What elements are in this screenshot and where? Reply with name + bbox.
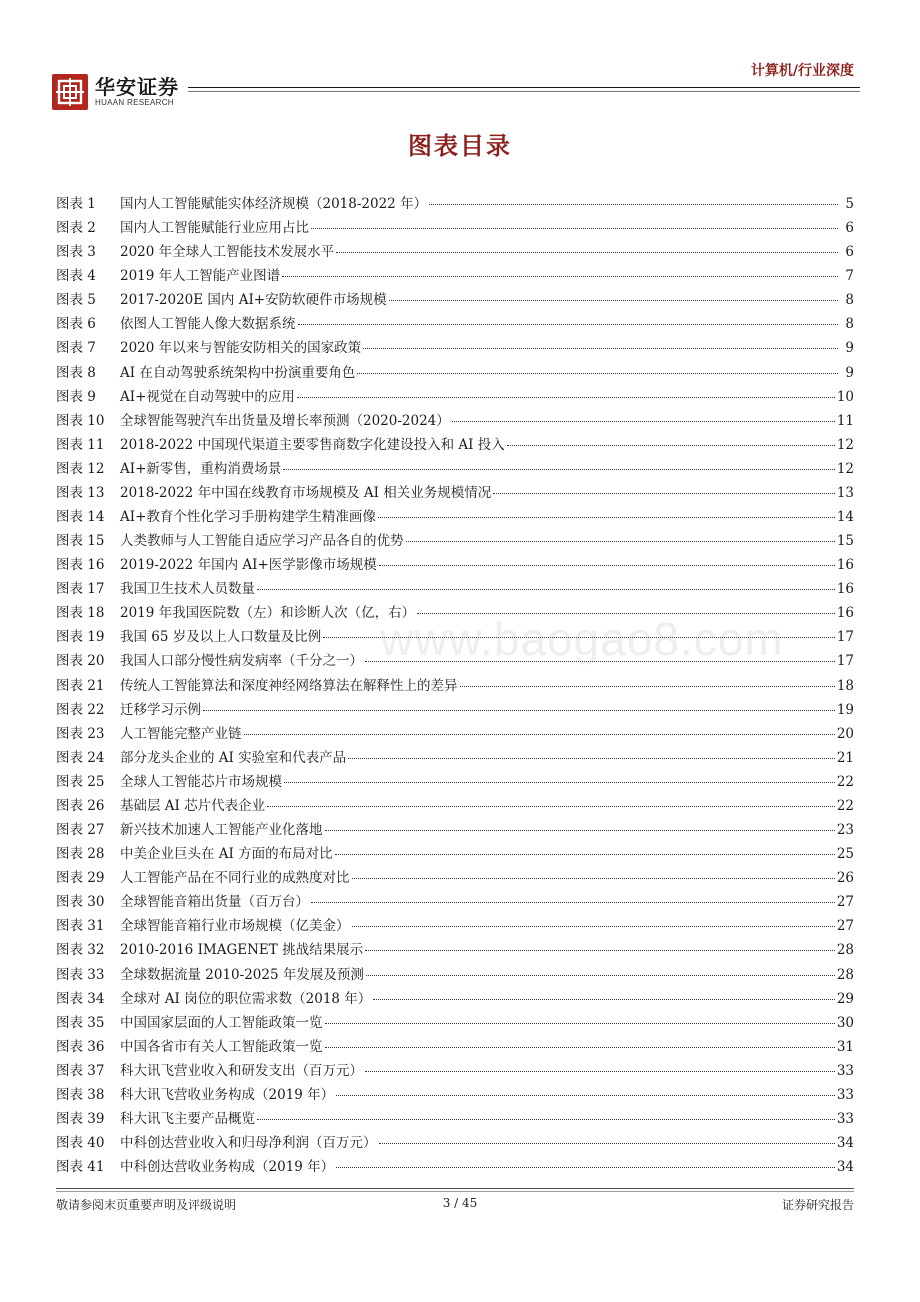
toc-entry[interactable]: [56, 649, 854, 673]
toc-entry-number: 图表 39: [56, 1110, 105, 1127]
toc-entry-page: 16: [836, 581, 854, 598]
toc-entry-title: 人工智能完整产业链: [120, 725, 242, 742]
toc-entry-page: 27: [836, 894, 854, 911]
toc-entry[interactable]: [56, 1011, 854, 1035]
toc-entry-leader-dots: [257, 1118, 835, 1120]
toc-entry[interactable]: [56, 698, 854, 722]
toc-entry-number: 图表 8: [56, 364, 96, 381]
toc-entry-title: 基础层 AI 芯片代表企业: [120, 797, 266, 814]
toc-entry[interactable]: [56, 192, 854, 216]
toc-entry-number: 图表 21: [56, 677, 105, 694]
toc-entry-page: 9: [845, 364, 854, 381]
toc-entry-title: AI+教育个性化学习手册构建学生精准画像: [120, 509, 376, 526]
logo-text-cn: 华安证券: [95, 75, 179, 99]
toc-entry[interactable]: [56, 722, 854, 746]
toc-entry[interactable]: [56, 433, 854, 457]
toc-entry-title: 全球智能音箱行业市场规模（亿美金）: [120, 918, 350, 935]
toc-entry[interactable]: [56, 1107, 854, 1131]
toc-entry-page: 6: [845, 244, 854, 261]
toc-entry-number: 图表 19: [56, 629, 105, 646]
toc-entry-number: 图表 10: [56, 412, 105, 429]
toc-entry-page: 11: [836, 412, 854, 429]
toc-entry-number: 图表 20: [56, 653, 105, 670]
toc-entry[interactable]: [56, 914, 854, 938]
company-logo-icon: [52, 74, 88, 110]
footer-divider: [56, 1188, 854, 1189]
toc-entry-page: 12: [836, 436, 854, 453]
toc-entry[interactable]: [56, 457, 854, 481]
toc-entry[interactable]: [56, 601, 854, 625]
toc-entry-leader-dots: [336, 1166, 835, 1168]
toc-entry-leader-dots: [452, 420, 835, 422]
toc-entry-page: 17: [836, 653, 854, 670]
toc-entry-page: 33: [836, 1110, 854, 1127]
toc-entry-page: 19: [836, 701, 854, 718]
toc-entry-title: 传统人工智能算法和深度神经网络算法在解释性上的差异: [120, 677, 458, 694]
toc-entry[interactable]: [56, 1083, 854, 1107]
toc-entry-leader-dots: [335, 853, 835, 855]
toc-entry-title: 人工智能产品在不同行业的成熟度对比: [120, 870, 350, 887]
toc-entry[interactable]: [56, 264, 854, 288]
toc-entry[interactable]: [56, 529, 854, 553]
toc-entry-leader-dots: [336, 251, 838, 253]
toc-entry-number: 图表 6: [56, 316, 96, 333]
toc-entry-leader-dots: [244, 733, 835, 735]
toc-entry-leader-dots: [257, 588, 835, 590]
toc-entry-leader-dots: [493, 492, 835, 494]
toc-entry-number: 图表 16: [56, 557, 105, 574]
toc-entry-title: AI+视觉在自动驾驶中的应用: [120, 388, 295, 405]
toc-entry-number: 图表 5: [56, 292, 96, 309]
toc-entry-page: 20: [836, 725, 854, 742]
toc-entry[interactable]: [56, 938, 854, 962]
toc-entry[interactable]: [56, 409, 854, 433]
toc-entry-title: 中国各省市有关人工智能政策一览: [120, 1038, 323, 1055]
toc-entry-page: 5: [845, 196, 854, 212]
toc-entry-number: 图表 30: [56, 894, 105, 911]
toc-entry[interactable]: [56, 1155, 854, 1179]
toc-entry-number: 图表 11: [56, 436, 105, 453]
toc-entry-page: 27: [836, 918, 854, 935]
toc-entry-leader-dots: [336, 1094, 835, 1096]
toc-entry-number: 图表 34: [56, 990, 105, 1007]
toc-entry-number: 图表 33: [56, 966, 105, 983]
toc-entry[interactable]: [56, 842, 854, 866]
toc-entry-leader-dots: [379, 1142, 835, 1144]
toc-entry-number: 图表 26: [56, 797, 105, 814]
toc-entry-page: 33: [836, 1062, 854, 1079]
toc-entry[interactable]: [56, 987, 854, 1011]
toc-entry-page: 15: [836, 533, 854, 550]
toc-entry-title: 2019 年我国医院数（左）和诊断人次（亿，右）: [120, 605, 416, 622]
toc-entry[interactable]: [56, 794, 854, 818]
toc-entry-leader-dots: [267, 805, 835, 807]
header-divider-thin: [188, 91, 860, 92]
toc-entry-title: 全球人工智能芯片市场规模: [120, 773, 282, 790]
toc-entry[interactable]: [56, 1035, 854, 1059]
toc-entry-number: 图表 12: [56, 460, 105, 477]
toc-entry-number: 图表 4: [56, 268, 96, 285]
toc-entry[interactable]: [56, 336, 854, 360]
toc-entry-leader-dots: [363, 347, 838, 349]
toc-entry-title: 全球智能驾驶汽车出货量及增长率预测（2020-2024）: [120, 412, 450, 429]
toc-entry-title: 2020 年以来与智能安防相关的国家政策: [120, 340, 362, 357]
toc-entry-leader-dots: [379, 564, 835, 566]
toc-entry-title: 全球对 AI 岗位的职位需求数（2018 年）: [120, 990, 372, 1007]
toc-entry-leader-dots: [357, 372, 838, 374]
page-header: [0, 0, 920, 110]
toc-entry-leader-dots: [311, 227, 838, 229]
toc-entry-number: 图表 41: [56, 1159, 105, 1176]
toc-entry-page: 10: [836, 388, 854, 405]
toc-entry-leader-dots: [284, 781, 835, 783]
toc-entry-page: 12: [836, 460, 854, 477]
toc-entry-number: 图表 13: [56, 484, 105, 501]
toc-entry-title: 2018-2022 年中国在线教育市场规模及 AI 相关业务规模情况: [120, 484, 492, 501]
footer-disclaimer: 敬请参阅末页重要声明及评级说明: [56, 1198, 237, 1212]
toc-entry-title: AI+新零售，重构消费场景: [120, 460, 282, 477]
toc-entry-title: 科大讯飞营业收入和研发支出（百万元）: [120, 1062, 363, 1079]
toc-entry-title: 2020 年全球人工智能技术发展水平: [120, 244, 335, 261]
toc-entry-page: 28: [836, 966, 854, 983]
toc-entry-leader-dots: [203, 709, 835, 711]
toc-entry-page: 14: [836, 509, 854, 526]
toc-entry-number: 图表 23: [56, 725, 105, 742]
toc-entry-number: 图表 35: [56, 1014, 105, 1031]
toc-entry[interactable]: [56, 240, 854, 264]
toc-entry-number: 图表 1: [56, 196, 96, 212]
toc-entry-number: 图表 3: [56, 244, 96, 261]
toc-entry-number: 图表 2: [56, 220, 96, 237]
toc-entry-title: 我国人口部分慢性病发病率（千分之一）: [120, 653, 363, 670]
toc-entry-number: 图表 25: [56, 773, 105, 790]
toc-entry-title: 2018-2022 中国现代渠道主要零售商数字化建设投入和 AI 投入: [120, 436, 505, 453]
toc-entry-page: 8: [845, 292, 854, 309]
toc-entry-page: 23: [836, 822, 854, 839]
figure-table-of-contents: [56, 192, 854, 1179]
toc-entry-leader-dots: [507, 444, 835, 446]
toc-entry-title: 中美企业巨头在 AI 方面的布局对比: [120, 846, 333, 863]
toc-entry-page: 13: [836, 484, 854, 501]
toc-entry-title: 国内人工智能赋能实体经济规模（2018-2022 年）: [120, 196, 428, 212]
toc-entry-number: 图表 9: [56, 388, 96, 405]
toc-entry-page: 29: [836, 990, 854, 1007]
toc-entry-number: 图表 22: [56, 701, 105, 718]
toc-entry-title: 我国卫生技术人员数量: [120, 581, 255, 598]
toc-entry-leader-dots: [365, 1070, 835, 1072]
toc-entry-leader-dots: [366, 974, 835, 976]
toc-entry-number: 图表 38: [56, 1086, 105, 1103]
page-title: 图表目录: [408, 131, 512, 160]
toc-entry-leader-dots: [373, 998, 835, 1000]
toc-entry-leader-dots: [352, 877, 835, 879]
toc-entry-title: AI 在自动驾驶系统架构中扮演重要角色: [120, 364, 356, 381]
toc-entry-leader-dots: [352, 925, 835, 927]
toc-entry-page: 17: [836, 629, 854, 646]
toc-entry-leader-dots: [311, 901, 835, 903]
toc-entry-leader-dots: [417, 612, 835, 614]
toc-entry[interactable]: [56, 577, 854, 601]
toc-entry[interactable]: [56, 746, 854, 770]
toc-entry-number: 图表 31: [56, 918, 105, 935]
toc-entry-page: 22: [836, 797, 854, 814]
toc-entry-page: 25: [836, 846, 854, 863]
toc-entry-leader-dots: [365, 660, 835, 662]
toc-entry-page: 9: [845, 340, 854, 357]
toc-entry[interactable]: [56, 288, 854, 312]
toc-entry-page: 21: [836, 749, 854, 766]
toc-entry-leader-dots: [323, 636, 835, 638]
toc-entry-page: 7: [845, 268, 854, 285]
toc-entry[interactable]: [56, 312, 854, 336]
toc-entry[interactable]: [56, 1131, 854, 1155]
toc-entry-title: 2010-2016 IMAGENET 挑战结果展示: [120, 942, 364, 959]
toc-entry-number: 图表 40: [56, 1135, 105, 1152]
toc-entry-page: 31: [836, 1038, 854, 1055]
toc-entry[interactable]: [56, 770, 854, 794]
toc-entry-number: 图表 14: [56, 509, 105, 526]
toc-entry-page: 26: [836, 870, 854, 887]
toc-entry-leader-dots: [365, 949, 835, 951]
page-number: 3 / 45: [442, 1196, 478, 1210]
toc-entry-number: 图表 15: [56, 533, 105, 550]
toc-entry-leader-dots: [297, 396, 835, 398]
toc-entry[interactable]: [56, 505, 854, 529]
toc-entry-title: 2019-2022 年国内 AI+医学影像市场规模: [120, 557, 377, 574]
toc-entry[interactable]: [56, 385, 854, 409]
toc-entry-title: 人类教师与人工智能自适应学习产品各自的优势: [120, 533, 404, 550]
toc-entry-page: 33: [836, 1086, 854, 1103]
toc-entry-title: 科大讯飞营收业务构成（2019 年）: [120, 1086, 335, 1103]
toc-entry-leader-dots: [282, 275, 838, 277]
toc-entry-number: 图表 7: [56, 340, 96, 357]
toc-entry-leader-dots: [283, 468, 834, 470]
toc-entry[interactable]: [56, 625, 854, 649]
toc-entry-number: 图表 32: [56, 942, 105, 959]
toc-entry-title: 我国 65 岁及以上人口数量及比例: [120, 629, 322, 646]
toc-entry-page: 18: [836, 677, 854, 694]
toc-entry-title: 迁移学习示例: [120, 701, 201, 718]
toc-entry-leader-dots: [460, 685, 835, 687]
toc-entry-leader-dots: [348, 757, 835, 759]
toc-entry[interactable]: [56, 866, 854, 890]
header-divider: [188, 87, 860, 88]
toc-entry-title: 新兴技术加速人工智能产业化落地: [120, 822, 323, 839]
toc-entry-leader-dots: [325, 829, 835, 831]
toc-entry-title: 部分龙头企业的 AI 实验室和代表产品: [120, 749, 347, 766]
toc-entry[interactable]: [56, 361, 854, 385]
toc-entry-leader-dots: [325, 1046, 835, 1048]
toc-entry-leader-dots: [429, 203, 838, 205]
toc-entry-page: 16: [836, 605, 854, 622]
toc-entry[interactable]: [56, 818, 854, 842]
toc-entry-number: 图表 17: [56, 581, 105, 598]
toc-entry-title: 2017-2020E 国内 AI+安防软硬件市场规模: [120, 292, 387, 309]
toc-entry-title: 科大讯飞主要产品概览: [120, 1110, 255, 1127]
toc-entry-number: 图表 37: [56, 1062, 105, 1079]
toc-entry-title: 2019 年人工智能产业图谱: [120, 268, 281, 285]
toc-entry-title: 全球数据流量 2010-2025 年发展及预测: [120, 966, 364, 983]
toc-entry-number: 图表 18: [56, 605, 105, 622]
toc-entry-page: 28: [836, 942, 854, 959]
toc-entry-number: 图表 27: [56, 822, 105, 839]
toc-entry-page: 34: [836, 1135, 854, 1152]
toc-entry-title: 中科创达营收业务构成（2019 年）: [120, 1159, 335, 1176]
toc-entry-number: 图表 28: [56, 846, 105, 863]
toc-entry[interactable]: [56, 890, 854, 914]
toc-entry-page: 8: [845, 316, 854, 333]
report-category: 计算机/行业深度: [750, 63, 854, 79]
logo-text-en: HUAAN RESEARCH: [95, 98, 174, 107]
toc-entry-number: 图表 29: [56, 870, 105, 887]
toc-entry-leader-dots: [406, 540, 835, 542]
toc-entry[interactable]: [56, 1059, 854, 1083]
toc-entry[interactable]: [56, 963, 854, 987]
toc-entry-page: 6: [845, 220, 854, 237]
watermark: www.baogao8.com: [380, 613, 784, 665]
toc-entry[interactable]: [56, 674, 854, 698]
toc-entry-leader-dots: [389, 299, 838, 301]
toc-entry-page: 30: [836, 1014, 854, 1031]
toc-entry-title: 国内人工智能赋能行业应用占比: [120, 220, 309, 237]
toc-entry-leader-dots: [325, 1022, 835, 1024]
toc-entry-title: 依图人工智能人像大数据系统: [120, 316, 296, 333]
toc-entry-number: 图表 24: [56, 749, 105, 766]
toc-entry-page: 16: [836, 557, 854, 574]
toc-entry-title: 全球智能音箱出货量（百万台）: [120, 894, 309, 911]
toc-entry-leader-dots: [378, 516, 835, 518]
toc-entry-title: 中国国家层面的人工智能政策一览: [120, 1014, 323, 1031]
toc-entry-leader-dots: [298, 323, 839, 325]
toc-entry[interactable]: [56, 553, 854, 577]
toc-entry-page: 34: [836, 1159, 854, 1176]
toc-entry-number: 图表 36: [56, 1038, 105, 1055]
toc-entry-title: 中科创达营业收入和归母净利润（百万元）: [120, 1135, 377, 1152]
footer-divider-thin: [56, 1191, 854, 1192]
footer-report-type: 证券研究报告: [781, 1198, 854, 1212]
toc-entry-page: 22: [836, 773, 854, 790]
toc-entry[interactable]: [56, 216, 854, 240]
toc-entry[interactable]: [56, 481, 854, 505]
